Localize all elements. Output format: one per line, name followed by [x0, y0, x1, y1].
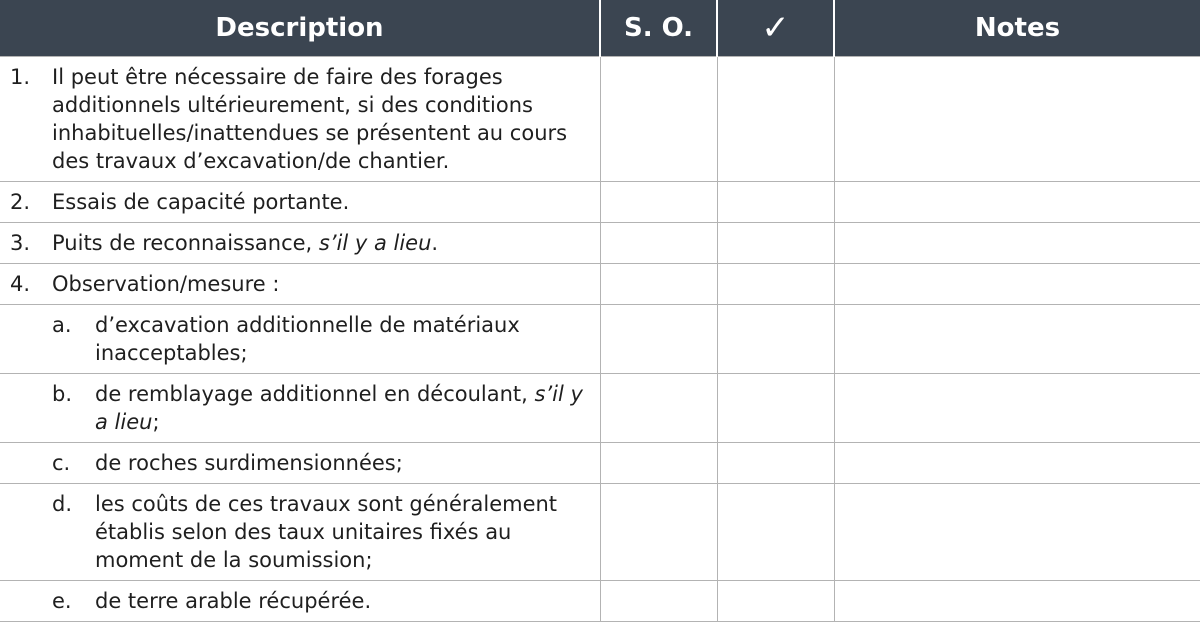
row-description: [0, 580, 600, 621]
so-cell[interactable]: [600, 483, 717, 580]
subitem-text-wrap: [95, 380, 590, 436]
notes-cell[interactable]: [834, 222, 1200, 263]
notes-cell[interactable]: [834, 304, 1200, 373]
subitem-text: les coûts de ces travaux sont généralement établis selon des taux unitaires fixés au moment de la soumission;: [95, 491, 558, 572]
header-row: [0, 0, 1200, 56]
notes-cell[interactable]: [834, 181, 1200, 222]
row-description: [0, 222, 600, 263]
header-check: [717, 0, 834, 56]
so-cell[interactable]: [600, 580, 717, 621]
subitem-text: de terre arable récupérée.: [95, 588, 372, 613]
row-description: [0, 304, 600, 373]
subitem-text: de roches surdimensionnées;: [95, 450, 403, 475]
checkmark-icon: ✓: [761, 7, 790, 48]
row-description: [0, 373, 600, 442]
table-row: [0, 304, 1200, 373]
row-description: [0, 56, 600, 181]
item-text-wrap: [52, 229, 590, 257]
subitem-text-after: ;: [152, 409, 160, 434]
subitem-letter: d.: [52, 491, 73, 516]
check-cell[interactable]: [717, 442, 834, 483]
so-cell[interactable]: [600, 56, 717, 181]
notes-cell[interactable]: [834, 442, 1200, 483]
so-cell[interactable]: [600, 263, 717, 304]
table-row: [0, 580, 1200, 621]
row-description: [0, 483, 600, 580]
subitem-letter: b.: [52, 381, 73, 406]
item-text: Il peut être nécessaire de faire des forages additionnels ultérieurement, si des conditions inhabituelles/inattendues se présentent au cours des travaux d’excavation/de chantier.: [52, 64, 568, 173]
notes-cell[interactable]: [834, 56, 1200, 181]
item-text: Observation/mesure :: [52, 271, 280, 296]
so-cell[interactable]: [600, 181, 717, 222]
notes-cell[interactable]: [834, 373, 1200, 442]
so-cell[interactable]: [600, 442, 717, 483]
item-number: 2.: [10, 189, 31, 214]
check-cell[interactable]: [717, 263, 834, 304]
table-row: [0, 373, 1200, 442]
row-description: [0, 442, 600, 483]
table-row: [0, 263, 1200, 304]
header-so: S. O.: [600, 0, 717, 56]
check-cell[interactable]: [717, 56, 834, 181]
check-cell[interactable]: [717, 181, 834, 222]
check-cell[interactable]: [717, 222, 834, 263]
item-text: Puits de reconnaissance,: [52, 230, 319, 255]
check-cell[interactable]: [717, 483, 834, 580]
check-cell[interactable]: [717, 580, 834, 621]
table-row: [0, 222, 1200, 263]
item-text-after: .: [431, 230, 439, 255]
table-row: [0, 442, 1200, 483]
subitem-letter: a.: [52, 312, 72, 337]
item-number: 1.: [10, 64, 31, 89]
notes-cell[interactable]: [834, 263, 1200, 304]
notes-cell[interactable]: [834, 580, 1200, 621]
so-cell[interactable]: [600, 222, 717, 263]
header-notes: Notes: [834, 0, 1200, 56]
table-row: [0, 56, 1200, 181]
item-text-italic: s’il y a lieu: [318, 230, 432, 255]
check-cell[interactable]: [717, 304, 834, 373]
subitem-letter: e.: [52, 588, 72, 613]
check-cell[interactable]: [717, 373, 834, 442]
subitem-text-italic: s’il y a lieu: [95, 381, 583, 434]
row-description: [0, 263, 600, 304]
item-number: 3.: [10, 230, 31, 255]
item-text: Essais de capacité portante.: [52, 189, 350, 214]
so-cell[interactable]: [600, 304, 717, 373]
subitem-letter: c.: [52, 450, 71, 475]
subitem-text: de remblayage additionnel en découlant,: [95, 381, 535, 406]
so-cell[interactable]: [600, 373, 717, 442]
table-row: [0, 483, 1200, 580]
row-description: [0, 181, 600, 222]
header-description: Description: [0, 0, 600, 56]
subitem-text: d’excavation additionnelle de matériaux inacceptables;: [95, 312, 520, 365]
item-number: 4.: [10, 271, 31, 296]
notes-cell[interactable]: [834, 483, 1200, 580]
table-row: [0, 181, 1200, 222]
